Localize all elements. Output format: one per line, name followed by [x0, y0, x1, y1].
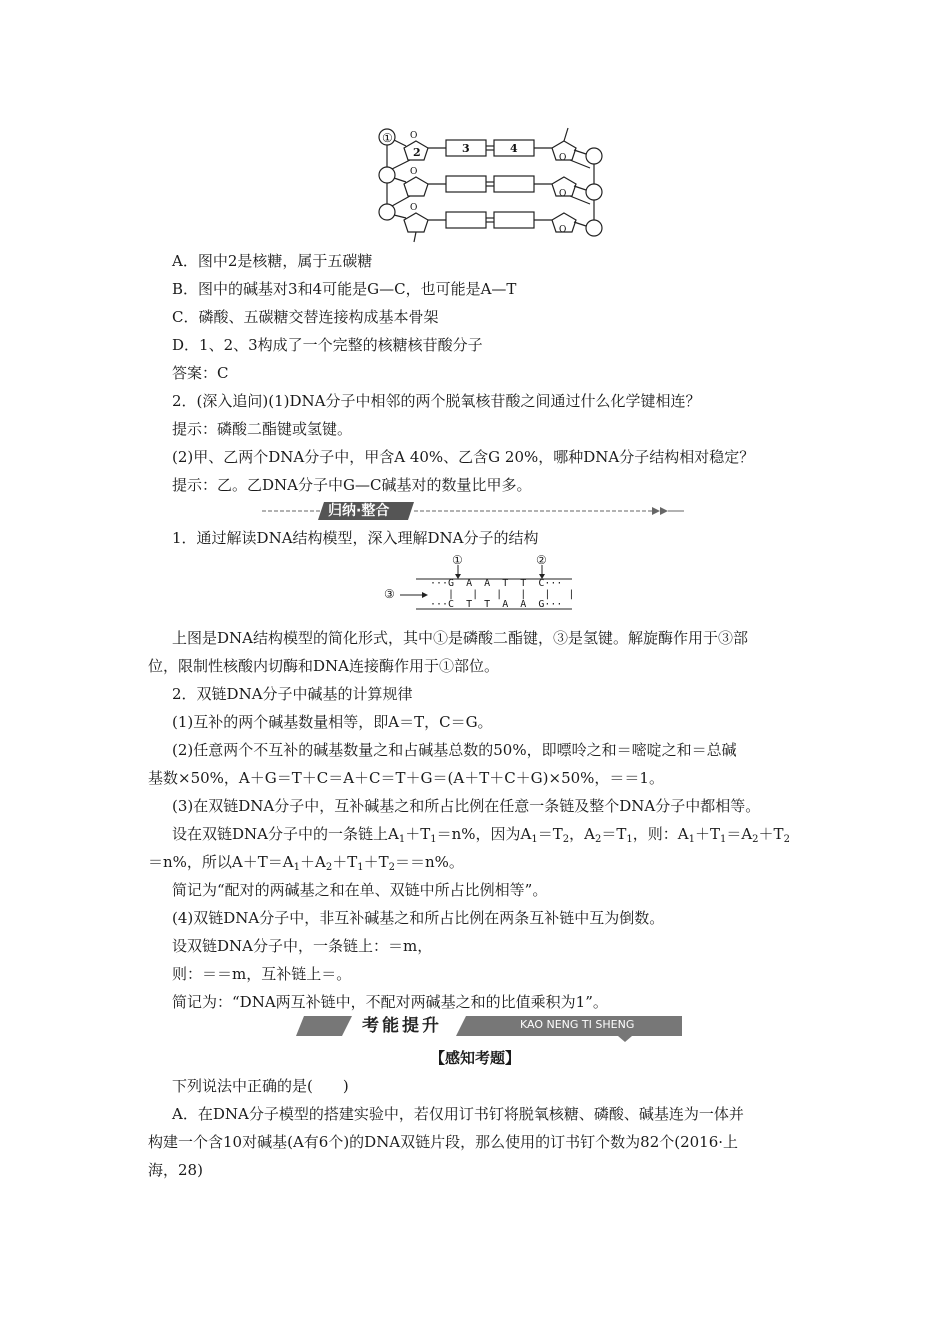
exam-option-a-line2: 构建一个含10对碱基(A有6个)的DNA双链片段，那么使用的订书钉个数为82个(2016·上 — [148, 1133, 739, 1151]
diagram-bonds: | | | | | | — [448, 589, 575, 600]
q1-option-b: B．图中的碱基对3和4可能是G—C，也可能是A—T — [172, 280, 517, 298]
summary-banner — [262, 500, 684, 522]
diagram-bottom-strand: ···C T T A A G··· — [430, 599, 563, 610]
phosphate-label: ① — [382, 131, 393, 145]
base-3-label: 3 — [462, 142, 470, 155]
summary-item-1: 1．通过解读DNA结构模型，深入理解DNA分子的结构 — [172, 529, 539, 547]
q2-part2: (2)甲、乙两个DNA分子中，甲含A 40%、乙含G 20%，哪种DNA分子结构相对稳定？ — [172, 448, 755, 466]
q1-option-a: A．图中2是核糖，属于五碳糖 — [172, 252, 373, 270]
q1-answer: 答案：C — [172, 364, 229, 382]
svg-text:O: O — [559, 153, 567, 163]
sugar-label: 2 — [413, 146, 421, 159]
exam-option-a-line1: A．在DNA分子模型的搭建实验中，若仅用订书钉将脱氧核糖、磷酸、碱基连为一体并 — [172, 1105, 744, 1123]
summary-para-1a: 上图是DNA结构模型的简化形式，其中①是磷酸二酯键，③是氢键。解旋酶作用于③部 — [172, 629, 748, 647]
diagram-label-1: ① — [452, 553, 463, 567]
q1-option-d: D．1、2、3构成了一个完整的核糖核苷酸分子 — [172, 336, 483, 354]
diagram-label-2: ② — [536, 553, 547, 567]
diagram-top-strand: ···G A A T T C··· — [430, 578, 563, 589]
summary-banner-text: 归纳·整合 — [328, 503, 390, 519]
rule-2b: 基数×50%，A＋G＝T＋C＝A＋C＝T＋G＝(A＋T＋C＋G)×50%，＝＝1。 — [148, 769, 664, 787]
svg-text:O: O — [410, 131, 418, 141]
rule-4a: 设双链DNA分子中，一条链上：＝m， — [172, 937, 433, 955]
svg-text:O: O — [559, 225, 567, 235]
base-4-label: 4 — [510, 142, 518, 155]
exam-banner-subtitle: KAO NENG TI SHENG — [520, 1018, 635, 1031]
svg-text:O: O — [410, 203, 418, 213]
diagram-label-3: ③ — [384, 587, 395, 601]
rule-2a: (2)任意两个不互补的碱基数量之和占碱基总数的50%，即嘌呤之和＝嘧啶之和＝总碱 — [172, 741, 737, 759]
rule-4: (4)双链DNA分子中，非互补碱基之和所占比例在两条互补链中互为倒数。 — [172, 909, 665, 927]
rule-3: (3)在双链DNA分子中，互补碱基之和所占比例在任意一条链及整个DNA分子中都相等。 — [172, 797, 761, 815]
rule-3-calc-a: 设在双链DNA分子中的一条链上$A_1+T_1=n\%$，因为$A_1=T_2$，$A_2=T_1$，则：$A_1+T_1=A_2+T_2$ — [172, 825, 790, 845]
summary-item-2: 2．双链DNA分子中碱基的计算规律 — [172, 685, 413, 703]
rule-4-note: 简记为：“DNA两互补链中，不配对两碱基之和的比值乘积为1”。 — [172, 993, 608, 1011]
exam-option-a-line3: 海，28) — [148, 1161, 203, 1179]
exam-banner — [296, 1012, 682, 1042]
svg-text:O: O — [410, 167, 418, 177]
rule-4b: 则：＝＝m，互补链上＝。 — [172, 965, 352, 983]
dna-bond-diagram — [382, 553, 575, 615]
exam-question: 下列说法中正确的是( ) — [172, 1077, 349, 1095]
q1-option-c: C．磷酸、五碳糖交替连接构成基本骨架 — [172, 308, 439, 326]
rule-1: (1)互补的两个碱基数量相等，即A＝T，C＝G。 — [172, 713, 493, 731]
dna-structure-figure — [372, 124, 608, 244]
q2-hint1: 提示：磷酸二酯键或氢键。 — [172, 420, 353, 438]
rule-3-note: 简记为“配对的两碱基之和在单、双链中所占比例相等”。 — [172, 881, 548, 899]
summary-para-1b: 位，限制性核酸内切酶和DNA连接酶作用于①部位。 — [148, 657, 499, 675]
q2-hint2: 提示：乙。乙DNA分子中G—C碱基对的数量比甲多。 — [172, 476, 532, 494]
exam-heading: 【感知考题】 — [429, 1049, 520, 1067]
exam-banner-title: 考能提升 — [362, 1016, 442, 1036]
q2-part1: 2．(深入追问)(1)DNA分子中相邻的两个脱氧核苷酸之间通过什么化学键相连？ — [172, 392, 701, 410]
rule-3-calc-b: ＝n%，所以$A+T=A_1+A_2+T_1+T_2==n\%$。 — [148, 853, 464, 873]
svg-text:O: O — [559, 189, 567, 199]
